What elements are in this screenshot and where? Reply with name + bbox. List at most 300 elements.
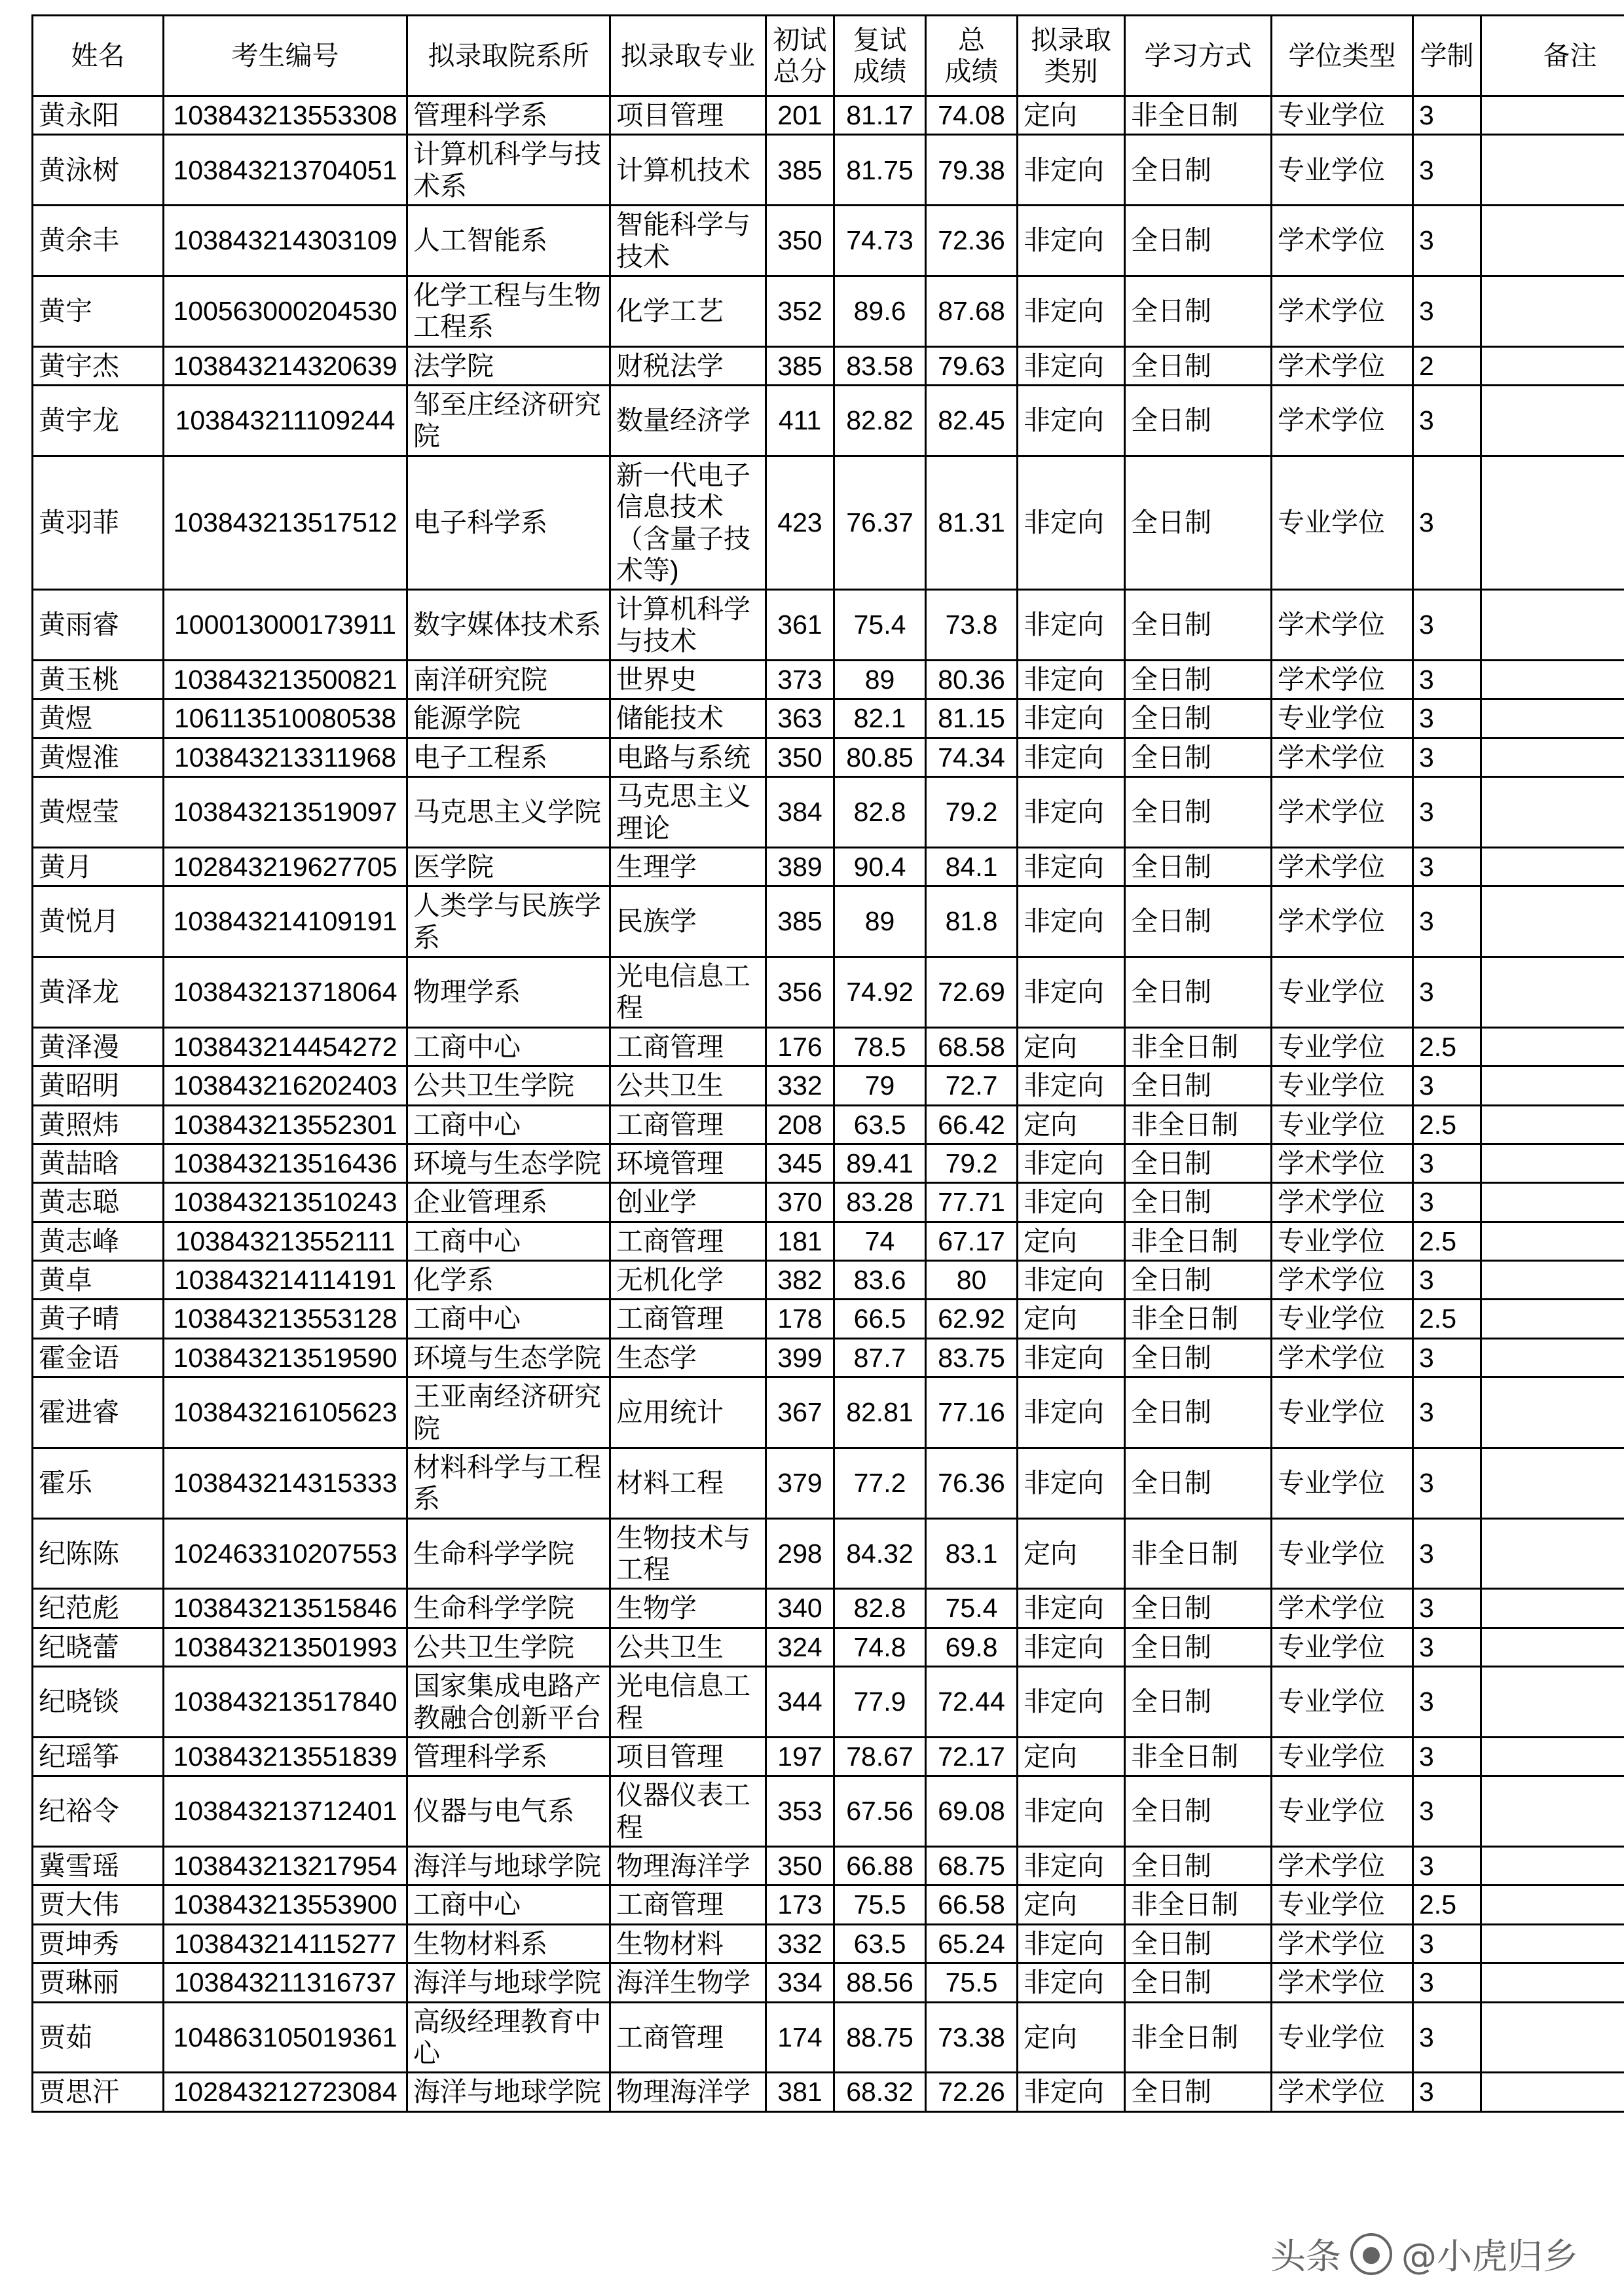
cell-initial-score: 298 bbox=[766, 1518, 834, 1589]
cell-retest-score: 75.4 bbox=[834, 590, 926, 661]
cell-remark bbox=[1481, 777, 1624, 848]
cell-admission-category: 非定向 bbox=[1018, 1776, 1125, 1847]
cell-candidate-id: 103843213519590 bbox=[164, 1338, 407, 1377]
cell-initial-score: 411 bbox=[766, 386, 834, 456]
table-row bbox=[33, 699, 1624, 738]
cell-name: 黄余丰 bbox=[33, 206, 164, 276]
cell-admission-category: 非定向 bbox=[1018, 1589, 1125, 1628]
cell-remark bbox=[1481, 1847, 1624, 1886]
cell-name: 纪瑶筝 bbox=[33, 1737, 164, 1776]
cell-initial-score: 382 bbox=[766, 1261, 834, 1300]
cell-candidate-id: 103843213517512 bbox=[164, 456, 407, 590]
cell-remark bbox=[1481, 1589, 1624, 1628]
cell-admission-category: 非定向 bbox=[1018, 661, 1125, 699]
cell-years: 3 bbox=[1413, 777, 1481, 848]
cell-total-score: 67.17 bbox=[926, 1222, 1018, 1260]
cell-study-mode: 全日制 bbox=[1125, 1448, 1272, 1518]
cell-admission-category: 非定向 bbox=[1018, 886, 1125, 957]
column-header-name: 姓名 bbox=[33, 16, 164, 96]
cell-major: 公共卫生 bbox=[610, 1628, 766, 1666]
table-row bbox=[33, 135, 1624, 206]
cell-major: 材料工程 bbox=[610, 1448, 766, 1518]
cell-major: 工商管理 bbox=[610, 2002, 766, 2073]
cell-college: 环境与生态学院 bbox=[407, 1144, 610, 1182]
cell-retest-score: 66.5 bbox=[834, 1300, 926, 1338]
cell-years: 3 bbox=[1413, 1589, 1481, 1628]
cell-remark bbox=[1481, 1518, 1624, 1589]
watermark bbox=[1270, 2229, 1578, 2279]
cell-degree-type: 专业学位 bbox=[1272, 1737, 1413, 1776]
table-row bbox=[33, 2073, 1624, 2111]
cell-admission-category: 非定向 bbox=[1018, 1183, 1125, 1222]
cell-degree-type: 学术学位 bbox=[1272, 276, 1413, 346]
cell-retest-score: 83.58 bbox=[834, 346, 926, 385]
cell-initial-score: 350 bbox=[766, 738, 834, 776]
cell-candidate-id: 103843214454272 bbox=[164, 1027, 407, 1066]
cell-total-score: 69.08 bbox=[926, 1776, 1018, 1847]
cell-college: 工商中心 bbox=[407, 1886, 610, 1924]
cell-study-mode: 全日制 bbox=[1125, 957, 1272, 1028]
cell-major: 工商管理 bbox=[610, 1105, 766, 1144]
cell-remark bbox=[1481, 1066, 1624, 1105]
cell-remark bbox=[1481, 206, 1624, 276]
cell-major: 生态学 bbox=[610, 1338, 766, 1377]
cell-major: 计算机技术 bbox=[610, 135, 766, 206]
table-row bbox=[33, 1027, 1624, 1066]
cell-name: 黄照炜 bbox=[33, 1105, 164, 1144]
cell-degree-type: 学术学位 bbox=[1272, 661, 1413, 699]
cell-candidate-id: 103843213517840 bbox=[164, 1667, 407, 1738]
cell-retest-score: 82.8 bbox=[834, 777, 926, 848]
cell-initial-score: 350 bbox=[766, 1847, 834, 1886]
cell-name: 黄子晴 bbox=[33, 1300, 164, 1338]
table-row bbox=[33, 1924, 1624, 1963]
cell-years: 3 bbox=[1413, 1776, 1481, 1847]
cell-initial-score: 356 bbox=[766, 957, 834, 1028]
cell-degree-type: 学术学位 bbox=[1272, 346, 1413, 385]
cell-name: 贾坤秀 bbox=[33, 1924, 164, 1963]
cell-retest-score: 83.28 bbox=[834, 1183, 926, 1222]
cell-college: 公共卫生学院 bbox=[407, 1066, 610, 1105]
cell-name: 黄悦月 bbox=[33, 886, 164, 957]
cell-college: 能源学院 bbox=[407, 699, 610, 738]
cell-initial-score: 385 bbox=[766, 886, 834, 957]
cell-remark bbox=[1481, 2073, 1624, 2111]
cell-initial-score: 367 bbox=[766, 1377, 834, 1448]
cell-initial-score: 332 bbox=[766, 1066, 834, 1105]
cell-name: 黄煜 bbox=[33, 699, 164, 738]
cell-degree-type: 专业学位 bbox=[1272, 456, 1413, 590]
cell-remark bbox=[1481, 1222, 1624, 1260]
cell-admission-category: 非定向 bbox=[1018, 957, 1125, 1028]
cell-college: 医学院 bbox=[407, 847, 610, 886]
cell-years: 3 bbox=[1413, 1628, 1481, 1666]
cell-candidate-id: 106113510080538 bbox=[164, 699, 407, 738]
cell-initial-score: 201 bbox=[766, 96, 834, 135]
cell-major: 无机化学 bbox=[610, 1261, 766, 1300]
cell-college: 工商中心 bbox=[407, 1222, 610, 1260]
table-row bbox=[33, 1066, 1624, 1105]
table-row bbox=[33, 276, 1624, 346]
cell-admission-category: 非定向 bbox=[1018, 1338, 1125, 1377]
cell-years: 3 bbox=[1413, 1847, 1481, 1886]
cell-admission-category: 非定向 bbox=[1018, 1963, 1125, 2002]
cell-initial-score: 176 bbox=[766, 1027, 834, 1066]
watermark-handle: @小虎归乡 bbox=[1401, 2236, 1578, 2277]
table-row bbox=[33, 1377, 1624, 1448]
cell-remark bbox=[1481, 886, 1624, 957]
cell-degree-type: 学术学位 bbox=[1272, 738, 1413, 776]
admission-sheet bbox=[31, 14, 1597, 2113]
header-line-2: 成绩 bbox=[853, 56, 907, 86]
cell-major: 智能科学与技术 bbox=[610, 206, 766, 276]
cell-retest-score: 89 bbox=[834, 886, 926, 957]
cell-degree-type: 学术学位 bbox=[1272, 1338, 1413, 1377]
cell-remark bbox=[1481, 276, 1624, 346]
cell-retest-score: 82.81 bbox=[834, 1377, 926, 1448]
table-row bbox=[33, 1628, 1624, 1666]
cell-candidate-id: 103843213311968 bbox=[164, 738, 407, 776]
cell-name: 黄宇 bbox=[33, 276, 164, 346]
cell-name: 黄煜莹 bbox=[33, 777, 164, 848]
cell-admission-category: 非定向 bbox=[1018, 1066, 1125, 1105]
cell-degree-type: 学术学位 bbox=[1272, 386, 1413, 456]
cell-admission-category: 非定向 bbox=[1018, 1924, 1125, 1963]
cell-major: 应用统计 bbox=[610, 1377, 766, 1448]
cell-degree-type: 专业学位 bbox=[1272, 1518, 1413, 1589]
cell-college: 企业管理系 bbox=[407, 1183, 610, 1222]
cell-total-score: 72.26 bbox=[926, 2073, 1018, 2111]
cell-degree-type: 学术学位 bbox=[1272, 2073, 1413, 2111]
cell-major: 工商管理 bbox=[610, 1222, 766, 1260]
cell-candidate-id: 103843213515846 bbox=[164, 1589, 407, 1628]
cell-major: 新一代电子信息技术（含量子技术等) bbox=[610, 456, 766, 590]
cell-name: 贾思汗 bbox=[33, 2073, 164, 2111]
cell-years: 3 bbox=[1413, 886, 1481, 957]
cell-years: 3 bbox=[1413, 206, 1481, 276]
cell-total-score: 76.36 bbox=[926, 1448, 1018, 1518]
cell-total-score: 75.5 bbox=[926, 1963, 1018, 2002]
cell-study-mode: 全日制 bbox=[1125, 346, 1272, 385]
cell-study-mode: 全日制 bbox=[1125, 661, 1272, 699]
cell-remark bbox=[1481, 1667, 1624, 1738]
cell-college: 数字媒体技术系 bbox=[407, 590, 610, 661]
cell-initial-score: 385 bbox=[766, 135, 834, 206]
cell-total-score: 74.08 bbox=[926, 96, 1018, 135]
cell-admission-category: 定向 bbox=[1018, 1222, 1125, 1260]
watermark-logo-icon: ● bbox=[1350, 2233, 1392, 2275]
cell-admission-category: 定向 bbox=[1018, 1737, 1125, 1776]
cell-admission-category: 非定向 bbox=[1018, 346, 1125, 385]
cell-major: 项目管理 bbox=[610, 96, 766, 135]
cell-remark bbox=[1481, 1377, 1624, 1448]
cell-remark bbox=[1481, 1448, 1624, 1518]
cell-total-score: 80.36 bbox=[926, 661, 1018, 699]
cell-study-mode: 全日制 bbox=[1125, 1847, 1272, 1886]
cell-remark bbox=[1481, 346, 1624, 385]
column-header-candidate-id: 考生编号 bbox=[164, 16, 407, 96]
cell-study-mode: 全日制 bbox=[1125, 886, 1272, 957]
cell-degree-type: 专业学位 bbox=[1272, 1448, 1413, 1518]
cell-college: 计算机科学与技术系 bbox=[407, 135, 610, 206]
cell-degree-type: 学术学位 bbox=[1272, 1183, 1413, 1222]
cell-initial-score: 178 bbox=[766, 1300, 834, 1338]
cell-years: 3 bbox=[1413, 1924, 1481, 1963]
cell-study-mode: 非全日制 bbox=[1125, 2002, 1272, 2073]
cell-study-mode: 全日制 bbox=[1125, 386, 1272, 456]
cell-candidate-id: 103843216105623 bbox=[164, 1377, 407, 1448]
table-row bbox=[33, 847, 1624, 886]
cell-retest-score: 74.73 bbox=[834, 206, 926, 276]
cell-total-score: 68.75 bbox=[926, 1847, 1018, 1886]
cell-retest-score: 66.88 bbox=[834, 1847, 926, 1886]
cell-degree-type: 专业学位 bbox=[1272, 699, 1413, 738]
cell-retest-score: 77.2 bbox=[834, 1448, 926, 1518]
cell-major: 化学工艺 bbox=[610, 276, 766, 346]
cell-admission-category: 非定向 bbox=[1018, 1144, 1125, 1182]
cell-initial-score: 361 bbox=[766, 590, 834, 661]
cell-retest-score: 67.56 bbox=[834, 1776, 926, 1847]
cell-initial-score: 345 bbox=[766, 1144, 834, 1182]
cell-name: 贾茹 bbox=[33, 2002, 164, 2073]
cell-candidate-id: 103843213704051 bbox=[164, 135, 407, 206]
cell-total-score: 74.34 bbox=[926, 738, 1018, 776]
cell-retest-score: 74 bbox=[834, 1222, 926, 1260]
cell-study-mode: 全日制 bbox=[1125, 738, 1272, 776]
table-row bbox=[33, 1183, 1624, 1222]
cell-total-score: 80 bbox=[926, 1261, 1018, 1300]
cell-retest-score: 81.17 bbox=[834, 96, 926, 135]
cell-candidate-id: 103843213552301 bbox=[164, 1105, 407, 1144]
cell-college: 人工智能系 bbox=[407, 206, 610, 276]
cell-candidate-id: 104863105019361 bbox=[164, 2002, 407, 2073]
table-row bbox=[33, 1737, 1624, 1776]
cell-retest-score: 80.85 bbox=[834, 738, 926, 776]
cell-candidate-id: 103843213510243 bbox=[164, 1183, 407, 1222]
cell-years: 3 bbox=[1413, 1963, 1481, 2002]
cell-college: 化学系 bbox=[407, 1261, 610, 1300]
watermark-platform: 头条 bbox=[1270, 2236, 1341, 2277]
cell-college: 生命科学学院 bbox=[407, 1518, 610, 1589]
cell-initial-score: 324 bbox=[766, 1628, 834, 1666]
table-row bbox=[33, 1448, 1624, 1518]
table-row bbox=[33, 346, 1624, 385]
cell-candidate-id: 102463310207553 bbox=[164, 1518, 407, 1589]
cell-candidate-id: 103843214115277 bbox=[164, 1924, 407, 1963]
cell-name: 黄煜淮 bbox=[33, 738, 164, 776]
cell-name: 霍乐 bbox=[33, 1448, 164, 1518]
cell-years: 3 bbox=[1413, 661, 1481, 699]
cell-college: 邹至庄经济研究院 bbox=[407, 386, 610, 456]
cell-total-score: 73.38 bbox=[926, 2002, 1018, 2073]
cell-total-score: 66.58 bbox=[926, 1886, 1018, 1924]
cell-initial-score: 181 bbox=[766, 1222, 834, 1260]
cell-retest-score: 89.41 bbox=[834, 1144, 926, 1182]
cell-retest-score: 79 bbox=[834, 1066, 926, 1105]
cell-major: 项目管理 bbox=[610, 1737, 766, 1776]
cell-college: 化学工程与生物工程系 bbox=[407, 276, 610, 346]
cell-name: 黄昭明 bbox=[33, 1066, 164, 1105]
cell-years: 3 bbox=[1413, 1518, 1481, 1589]
table-row bbox=[33, 1300, 1624, 1338]
table-row bbox=[33, 738, 1624, 776]
cell-college: 管理科学系 bbox=[407, 1737, 610, 1776]
cell-retest-score: 84.32 bbox=[834, 1518, 926, 1589]
cell-total-score: 77.71 bbox=[926, 1183, 1018, 1222]
cell-name: 黄泽龙 bbox=[33, 957, 164, 1028]
cell-name: 黄玉桃 bbox=[33, 661, 164, 699]
cell-years: 2 bbox=[1413, 346, 1481, 385]
cell-years: 3 bbox=[1413, 699, 1481, 738]
cell-name: 黄月 bbox=[33, 847, 164, 886]
cell-total-score: 65.24 bbox=[926, 1924, 1018, 1963]
cell-name: 纪裕令 bbox=[33, 1776, 164, 1847]
cell-years: 3 bbox=[1413, 1448, 1481, 1518]
cell-name: 黄志峰 bbox=[33, 1222, 164, 1260]
cell-degree-type: 专业学位 bbox=[1272, 1628, 1413, 1666]
cell-study-mode: 全日制 bbox=[1125, 847, 1272, 886]
cell-study-mode: 非全日制 bbox=[1125, 1222, 1272, 1260]
cell-remark bbox=[1481, 1886, 1624, 1924]
cell-remark bbox=[1481, 1737, 1624, 1776]
cell-major: 民族学 bbox=[610, 886, 766, 957]
table-row bbox=[33, 590, 1624, 661]
cell-admission-category: 非定向 bbox=[1018, 847, 1125, 886]
cell-major: 生物学 bbox=[610, 1589, 766, 1628]
cell-retest-score: 82.1 bbox=[834, 699, 926, 738]
cell-study-mode: 全日制 bbox=[1125, 206, 1272, 276]
cell-years: 3 bbox=[1413, 1144, 1481, 1182]
cell-study-mode: 全日制 bbox=[1125, 1377, 1272, 1448]
cell-name: 黄泽漫 bbox=[33, 1027, 164, 1066]
cell-major: 储能技术 bbox=[610, 699, 766, 738]
cell-major: 马克思主义理论 bbox=[610, 777, 766, 848]
cell-major: 物理海洋学 bbox=[610, 1847, 766, 1886]
table-row bbox=[33, 957, 1624, 1028]
cell-years: 2.5 bbox=[1413, 1222, 1481, 1260]
cell-college: 高级经理教育中心 bbox=[407, 2002, 610, 2073]
table-row bbox=[33, 1144, 1624, 1182]
cell-major: 电路与系统 bbox=[610, 738, 766, 776]
cell-study-mode: 全日制 bbox=[1125, 276, 1272, 346]
cell-admission-category: 定向 bbox=[1018, 1886, 1125, 1924]
cell-retest-score: 76.37 bbox=[834, 456, 926, 590]
cell-degree-type: 专业学位 bbox=[1272, 96, 1413, 135]
cell-admission-category: 定向 bbox=[1018, 1300, 1125, 1338]
cell-college: 国家集成电路产教融合创新平台 bbox=[407, 1667, 610, 1738]
column-header-initial-score bbox=[766, 16, 834, 96]
cell-name: 霍金语 bbox=[33, 1338, 164, 1377]
cell-initial-score: 173 bbox=[766, 1886, 834, 1924]
cell-total-score: 79.2 bbox=[926, 777, 1018, 848]
cell-study-mode: 全日制 bbox=[1125, 1667, 1272, 1738]
cell-study-mode: 非全日制 bbox=[1125, 96, 1272, 135]
column-header-admission-category bbox=[1018, 16, 1125, 96]
cell-degree-type: 学术学位 bbox=[1272, 206, 1413, 276]
table-body bbox=[33, 96, 1624, 2112]
cell-name: 黄宇龙 bbox=[33, 386, 164, 456]
cell-total-score: 84.1 bbox=[926, 847, 1018, 886]
table-row bbox=[33, 1518, 1624, 1589]
cell-total-score: 68.58 bbox=[926, 1027, 1018, 1066]
cell-years: 3 bbox=[1413, 1261, 1481, 1300]
cell-remark bbox=[1481, 1628, 1624, 1666]
table-row bbox=[33, 1105, 1624, 1144]
cell-years: 3 bbox=[1413, 1183, 1481, 1222]
header-line-1: 复试 bbox=[853, 24, 907, 55]
cell-years: 3 bbox=[1413, 738, 1481, 776]
cell-total-score: 81.8 bbox=[926, 886, 1018, 957]
cell-major: 数量经济学 bbox=[610, 386, 766, 456]
cell-study-mode: 全日制 bbox=[1125, 590, 1272, 661]
cell-total-score: 72.7 bbox=[926, 1066, 1018, 1105]
cell-major: 世界史 bbox=[610, 661, 766, 699]
cell-years: 3 bbox=[1413, 96, 1481, 135]
cell-candidate-id: 103843213519097 bbox=[164, 777, 407, 848]
cell-admission-category: 定向 bbox=[1018, 96, 1125, 135]
cell-major: 生物材料 bbox=[610, 1924, 766, 1963]
cell-initial-score: 208 bbox=[766, 1105, 834, 1144]
table-row bbox=[33, 1589, 1624, 1628]
cell-degree-type: 学术学位 bbox=[1272, 1924, 1413, 1963]
cell-college: 工商中心 bbox=[407, 1105, 610, 1144]
cell-years: 3 bbox=[1413, 1667, 1481, 1738]
cell-degree-type: 学术学位 bbox=[1272, 1589, 1413, 1628]
cell-initial-score: 344 bbox=[766, 1667, 834, 1738]
cell-total-score: 81.31 bbox=[926, 456, 1018, 590]
cell-degree-type: 学术学位 bbox=[1272, 1261, 1413, 1300]
cell-study-mode: 非全日制 bbox=[1125, 1737, 1272, 1776]
cell-retest-score: 82.8 bbox=[834, 1589, 926, 1628]
cell-remark bbox=[1481, 456, 1624, 590]
cell-remark bbox=[1481, 1338, 1624, 1377]
cell-study-mode: 全日制 bbox=[1125, 135, 1272, 206]
cell-admission-category: 非定向 bbox=[1018, 1628, 1125, 1666]
cell-name: 黄宇杰 bbox=[33, 346, 164, 385]
cell-college: 仪器与电气系 bbox=[407, 1776, 610, 1847]
cell-initial-score: 385 bbox=[766, 346, 834, 385]
column-header-remark: 备注 bbox=[1481, 16, 1624, 96]
cell-initial-score: 174 bbox=[766, 2002, 834, 2073]
cell-retest-score: 88.75 bbox=[834, 2002, 926, 2073]
cell-remark bbox=[1481, 1183, 1624, 1222]
column-header-total-score bbox=[926, 16, 1018, 96]
cell-retest-score: 74.92 bbox=[834, 957, 926, 1028]
cell-name: 黄志聪 bbox=[33, 1183, 164, 1222]
cell-years: 3 bbox=[1413, 1737, 1481, 1776]
cell-major: 工商管理 bbox=[610, 1300, 766, 1338]
cell-retest-score: 89 bbox=[834, 661, 926, 699]
cell-initial-score: 389 bbox=[766, 847, 834, 886]
cell-name: 霍进睿 bbox=[33, 1377, 164, 1448]
cell-remark bbox=[1481, 957, 1624, 1028]
table-row bbox=[33, 1338, 1624, 1377]
cell-initial-score: 423 bbox=[766, 456, 834, 590]
cell-college: 公共卫生学院 bbox=[407, 1628, 610, 1666]
cell-admission-category: 非定向 bbox=[1018, 276, 1125, 346]
cell-retest-score: 63.5 bbox=[834, 1105, 926, 1144]
cell-degree-type: 专业学位 bbox=[1272, 1066, 1413, 1105]
cell-major: 生物技术与工程 bbox=[610, 1518, 766, 1589]
cell-total-score: 77.16 bbox=[926, 1377, 1018, 1448]
cell-degree-type: 专业学位 bbox=[1272, 1105, 1413, 1144]
cell-degree-type: 专业学位 bbox=[1272, 1667, 1413, 1738]
cell-retest-score: 81.75 bbox=[834, 135, 926, 206]
cell-degree-type: 专业学位 bbox=[1272, 957, 1413, 1028]
cell-candidate-id: 103843211316737 bbox=[164, 1963, 407, 2002]
cell-study-mode: 全日制 bbox=[1125, 1066, 1272, 1105]
column-header-major: 拟录取专业 bbox=[610, 16, 766, 96]
